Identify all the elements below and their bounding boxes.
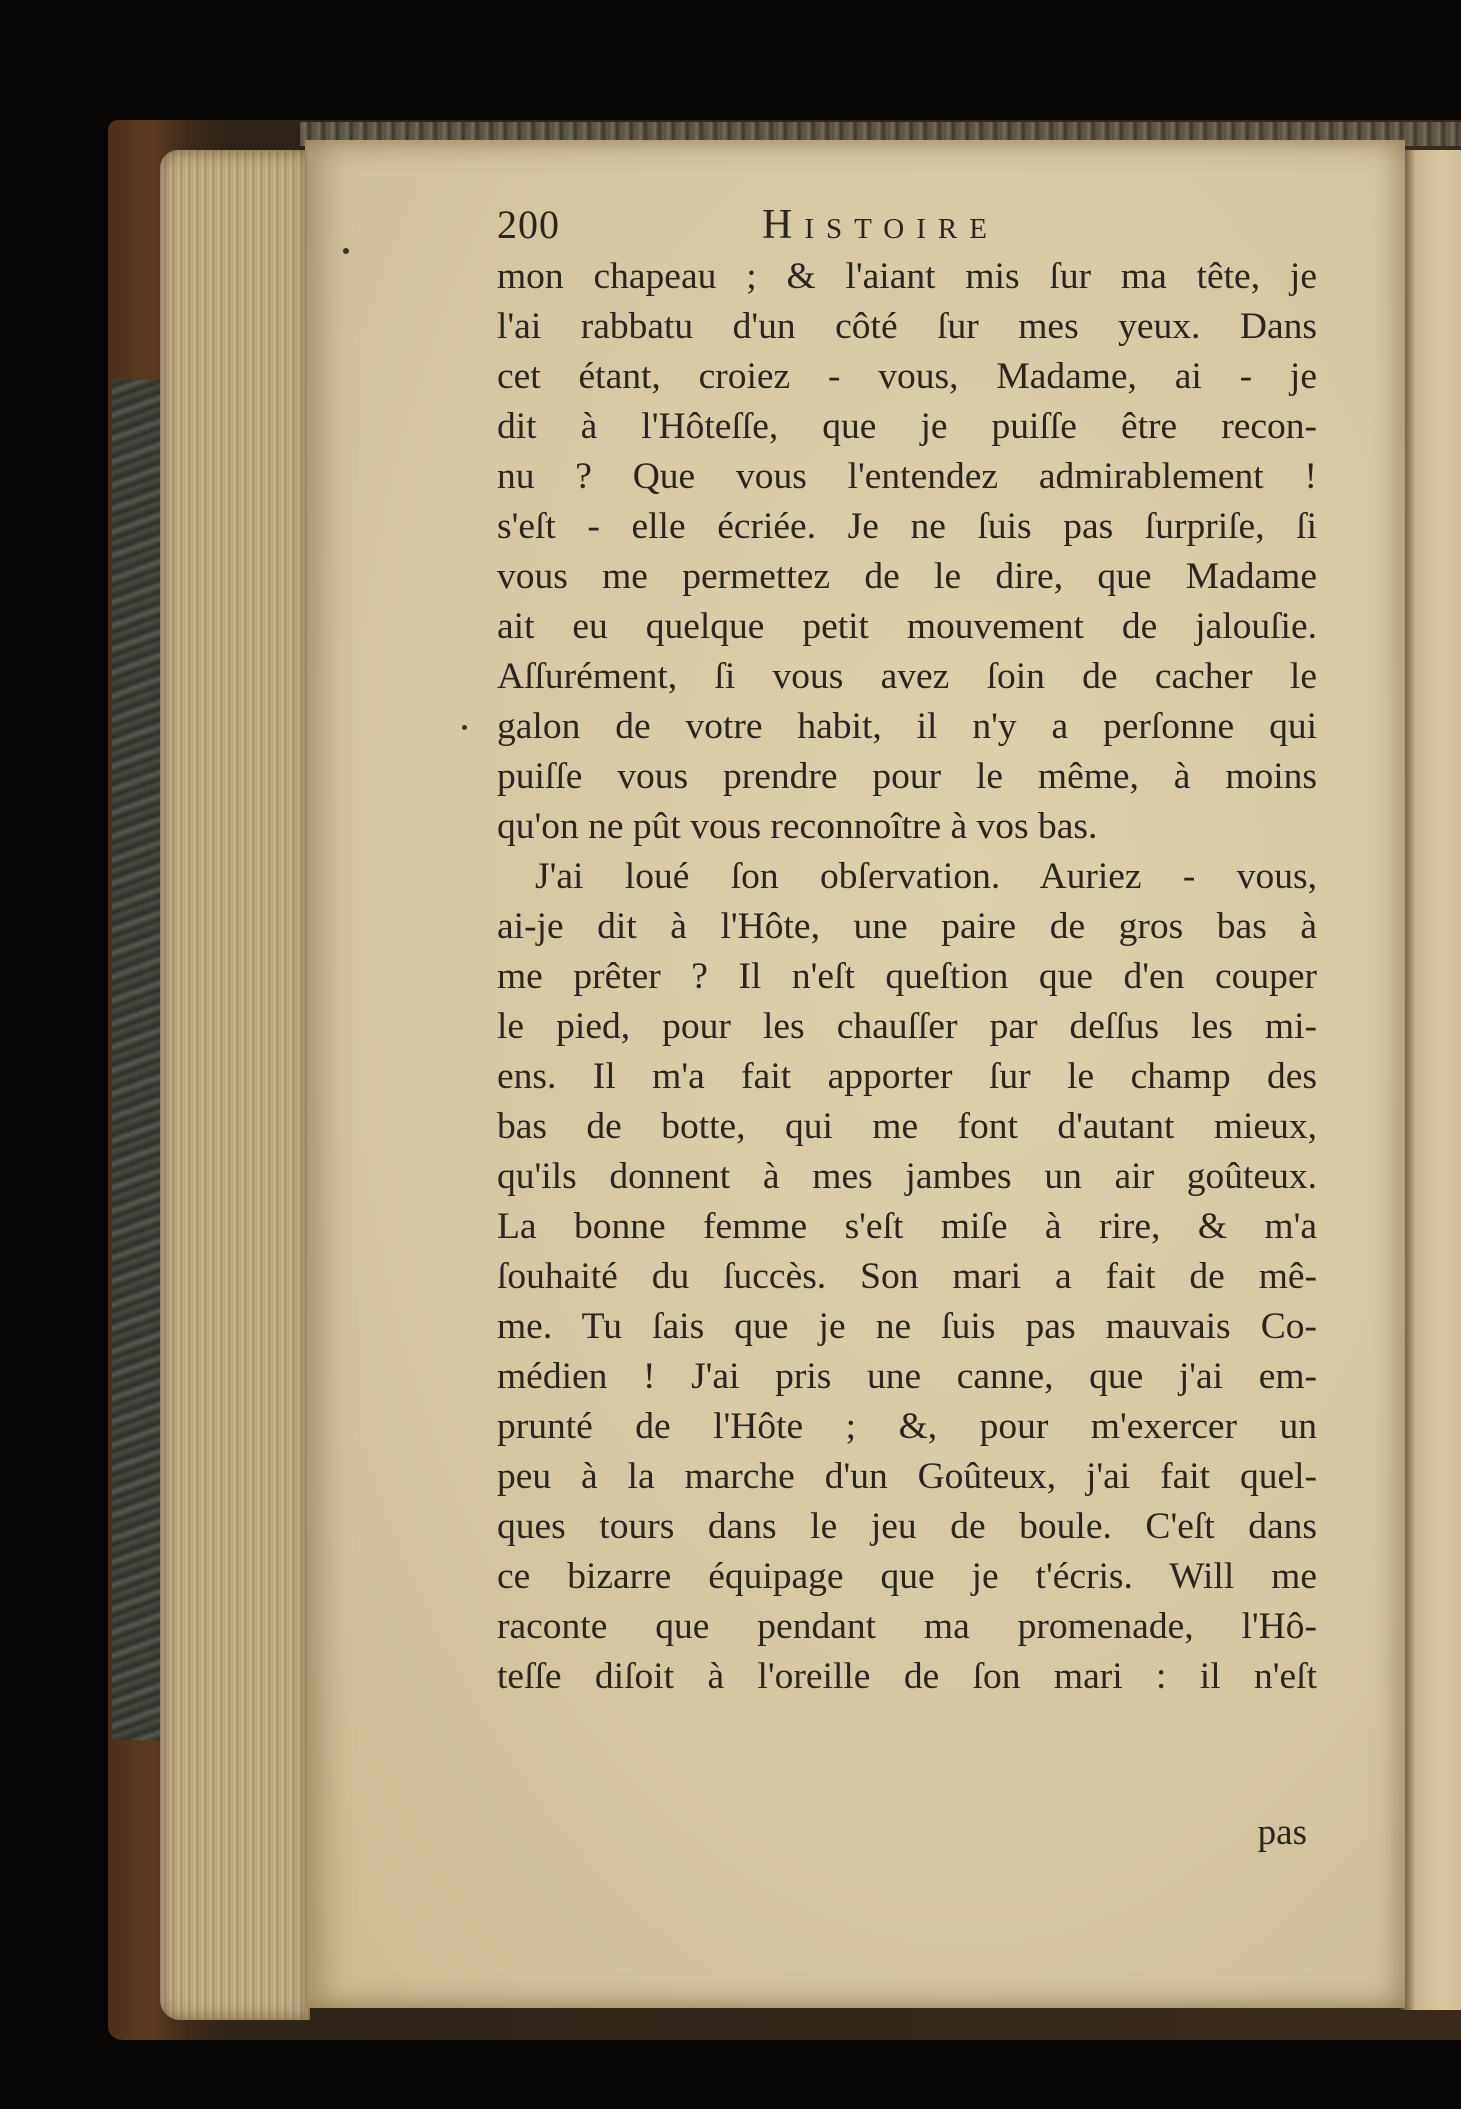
text-line: qu'on ne pût vous reconnoître à vos bas.	[497, 806, 1098, 847]
marbled-board	[112, 380, 164, 1740]
running-head	[497, 198, 1317, 252]
text-line: ai-je dit à l'Hôte, une paire de gros bas à	[497, 906, 1317, 947]
text-line: peu à la marche d'un Goûteux, j'ai fait quel-	[497, 1456, 1317, 1497]
book-page	[305, 140, 1405, 2008]
text-line: cet étant, croiez - vous, Madame, ai - je	[497, 356, 1317, 397]
body-text	[497, 252, 1317, 1702]
text-line: nu ? Que vous l'entendez admirablement !	[497, 456, 1317, 497]
page-block-edges	[160, 150, 310, 2020]
text-line: ait eu quelque petit mouvement de jalouſie.	[497, 606, 1317, 647]
text-line: galon de votre habit, il n'y a perſonne qui	[497, 706, 1317, 747]
text-line: le pied, pour les chauſſer par deſſus les mi-	[497, 1006, 1317, 1047]
text-line: ens. Il m'a fait apporter ſur le champ des	[497, 1056, 1317, 1097]
text-line: raconte que pendant ma promenade, l'Hô-	[497, 1606, 1317, 1647]
text-line: me. Tu ſais que je ne ſuis pas mauvais Co-	[497, 1306, 1317, 1347]
ink-speck	[462, 725, 467, 730]
text-line: vous me permettez de le dire, que Madame	[497, 556, 1317, 597]
text-line: mon chapeau ; & l'aiant mis ſur ma tête, je	[497, 256, 1317, 297]
text-line: l'ai rabbatu d'un côté ſur mes yeux. Dans	[497, 306, 1317, 347]
text-line: Aſſurément, ſi vous avez ſoin de cacher le	[497, 656, 1317, 697]
ink-speck	[343, 248, 349, 254]
text-line: s'eſt - elle écriée. Je ne ſuis pas ſurpriſe, ſi	[497, 506, 1317, 547]
page-text-block	[497, 198, 1317, 1853]
text-line: prunté de l'Hôte ; &, pour m'exercer un	[497, 1406, 1317, 1447]
text-line: J'ai loué ſon obſervation. Auriez - vous,	[535, 856, 1317, 897]
text-line: dit à l'Hôteſſe, que je puiſſe être recon-	[497, 406, 1317, 447]
text-line: ques tours dans le jeu de boule. C'eſt dans	[497, 1506, 1317, 1547]
text-line: teſſe diſoit à l'oreille de ſon mari : il n'eſt	[497, 1656, 1317, 1697]
text-line: médien ! J'ai pris une canne, que j'ai em-	[497, 1356, 1317, 1397]
text-line: me prêter ? Il n'eſt queſtion que d'en couper	[497, 956, 1317, 997]
running-title: Histoire	[762, 202, 999, 248]
text-line: qu'ils donnent à mes jambes un air goûteux.	[497, 1156, 1317, 1197]
catchword: pas	[1257, 1812, 1307, 1853]
text-line: ce bizarre équipage que je t'écris. Will me	[497, 1556, 1317, 1597]
text-line: puiſſe vous prendre pour le même, à moins	[497, 756, 1317, 797]
facing-page-edge	[1400, 150, 1461, 2010]
text-line: La bonne femme s'eſt miſe à rire, & m'a	[497, 1206, 1317, 1247]
text-line: ſouhaité du ſuccès. Son mari a fait de mê-	[497, 1256, 1317, 1297]
text-line: bas de botte, qui me font d'autant mieux,	[497, 1106, 1317, 1147]
page-number: 200	[497, 202, 560, 247]
